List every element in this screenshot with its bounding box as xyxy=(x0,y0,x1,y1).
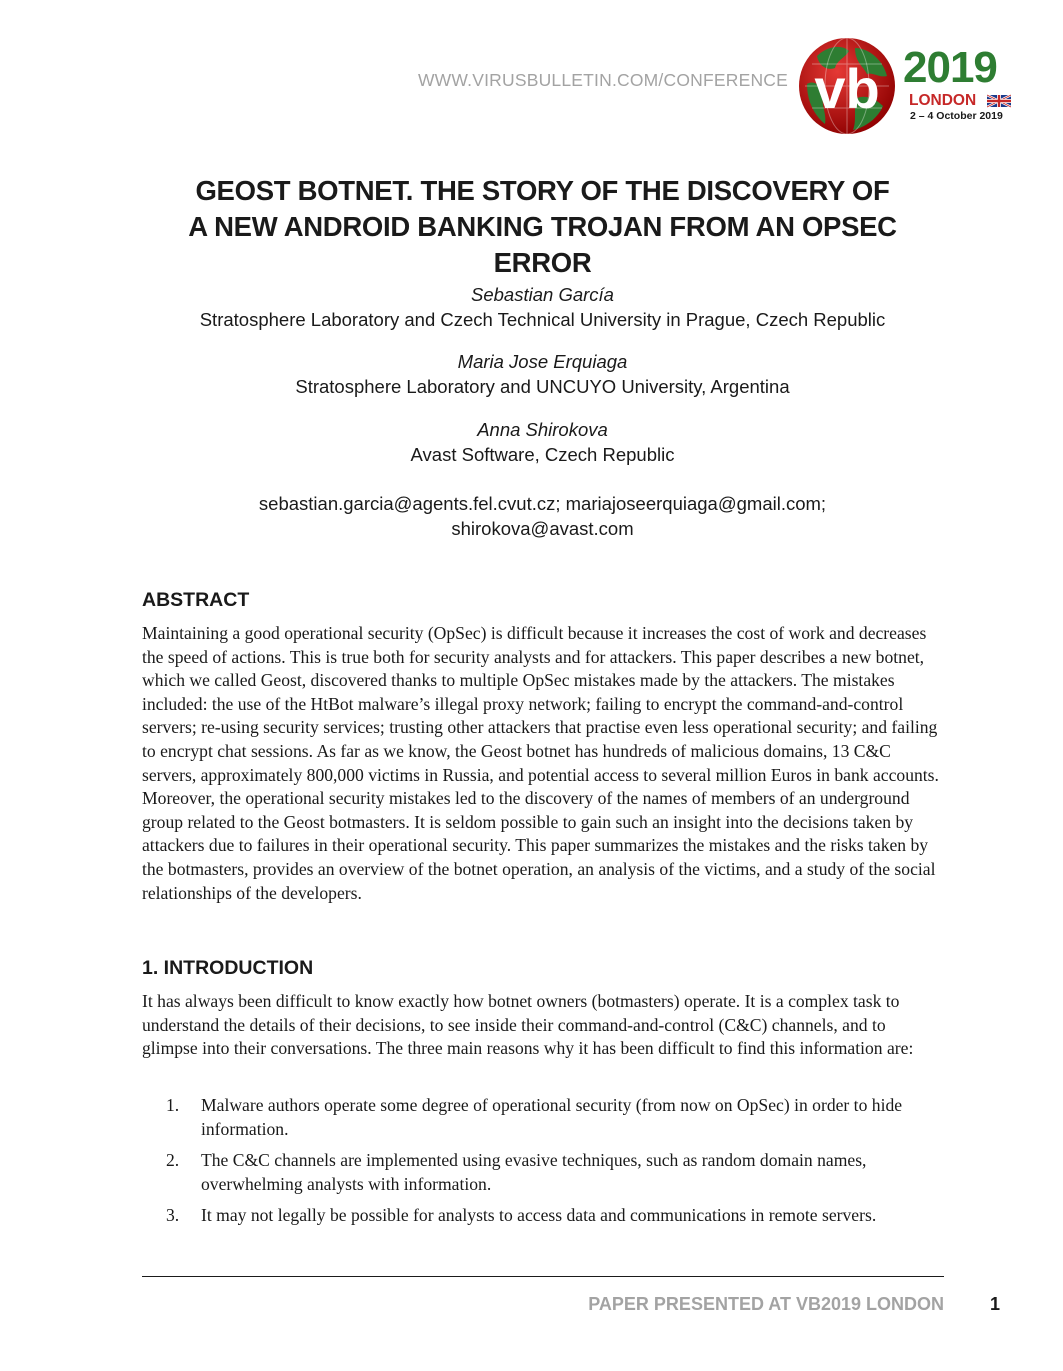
author-name: Maria Jose Erquiaga xyxy=(457,351,628,372)
vb2019-logo xyxy=(797,36,1025,136)
footer-divider xyxy=(142,1276,944,1277)
list-item-text: It may not legally be possible for analysts to access data and communications in remote servers. xyxy=(201,1205,877,1226)
author-affiliation: Stratosphere Laboratory and Czech Technical University in Prague, Czech Republic xyxy=(199,309,886,330)
title-line: GEOST BOTNET. THE STORY OF THE DISCOVERY OF xyxy=(195,175,890,206)
author-name: Sebastian García xyxy=(471,284,614,305)
list-item-number: 1. xyxy=(166,1095,180,1115)
email-line[interactable]: sebastian.garcia@agents.fel.cvut.cz; mariajoseerquiaga@gmail.com; xyxy=(258,493,827,514)
logo-year: 2019 xyxy=(903,43,997,92)
uk-flag-icon xyxy=(987,94,1011,108)
author-block xyxy=(100,282,985,332)
vb-globe-logo-icon xyxy=(797,36,897,136)
list-item xyxy=(160,1094,945,1141)
abstract-heading: ABSTRACT xyxy=(142,589,250,611)
list-item-text: The C&C channels are implemented using evasive techniques, such as random domain names, overwhelming analysts with information. xyxy=(201,1150,867,1194)
footer-text: PAPER PRESENTED AT VB2019 LONDON xyxy=(588,1294,944,1314)
list-item xyxy=(160,1149,945,1196)
conference-url[interactable]: WWW.VIRUSBULLETIN.COM/CONFERENCE xyxy=(417,70,788,90)
paper-title xyxy=(140,173,945,281)
abstract-paragraph: Maintaining a good operational security (OpSec) is difficult because it increases the cost of work and decreases the speed of actions. This is true both for security analysts and for attackers. This paper describes a new botnet, which we called Geost, discovered thanks to multiple OpSec mistakes made by the attackers. The mistakes included: the use of the HtBot malware’s illegal proxy network; failing to encrypt the command-and-control servers; re-using security services; trusting other attackers that practise even less operational security; and failing to encrypt chat sessions. As far as we know, the Geost botnet has hundreds of malicious domains, 13 C&C servers, approximately 800,000 victims in Russia, and potential access to several million Euros in bank accounts. Moreover, the operational security mistakes led to the discovery of the names of members of an underground group related to the Geost botmasters. It is seldom possible to gain such an insight into the decisions taken by attackers due to failures in their operational security. This paper summarizes the mistakes and the risks taken by the botmasters, provides an overview of the botnet operation, an analysis of the victims, and a study of the social relationships of the developers. xyxy=(142,623,939,903)
author-block xyxy=(100,417,985,467)
list-item-number: 2. xyxy=(166,1150,180,1171)
list-item-text: Malware authors operate some degree of operational security (from now on OpSec) in order to hide information. xyxy=(201,1095,903,1139)
logo-dates: 2 – 4 October 2019 xyxy=(910,110,1003,122)
page-number: 1 xyxy=(989,1294,1000,1314)
list-item xyxy=(160,1204,945,1228)
title-line: A NEW ANDROID BANKING TROJAN FROM AN OPSEC xyxy=(188,211,897,242)
author-affiliation: Avast Software, Czech Republic xyxy=(410,444,675,465)
email-line[interactable]: shirokova@avast.com xyxy=(451,518,634,539)
author-name: Anna Shirokova xyxy=(477,419,608,440)
author-block xyxy=(100,349,985,399)
title-line: ERROR xyxy=(493,247,592,278)
svg-text:vb: vb xyxy=(814,57,880,120)
author-affiliation: Stratosphere Laboratory and UNCUYO University, Argentina xyxy=(295,376,790,397)
logo-city: LONDON xyxy=(909,92,977,109)
author-emails xyxy=(100,491,985,541)
introduction-paragraph: It has always been difficult to know exactly how botnet owners (botmasters) operate. It is a complex task to understand the details of their decisions, to see inside their command-and-control (C&C) channels, and to glimpse into their conversations. The three main reasons why it has been difficult to find this information are: xyxy=(142,991,914,1059)
reasons-list xyxy=(160,1094,945,1236)
list-item-number: 3. xyxy=(166,1205,180,1226)
introduction-heading: 1. INTRODUCTION xyxy=(142,957,314,979)
